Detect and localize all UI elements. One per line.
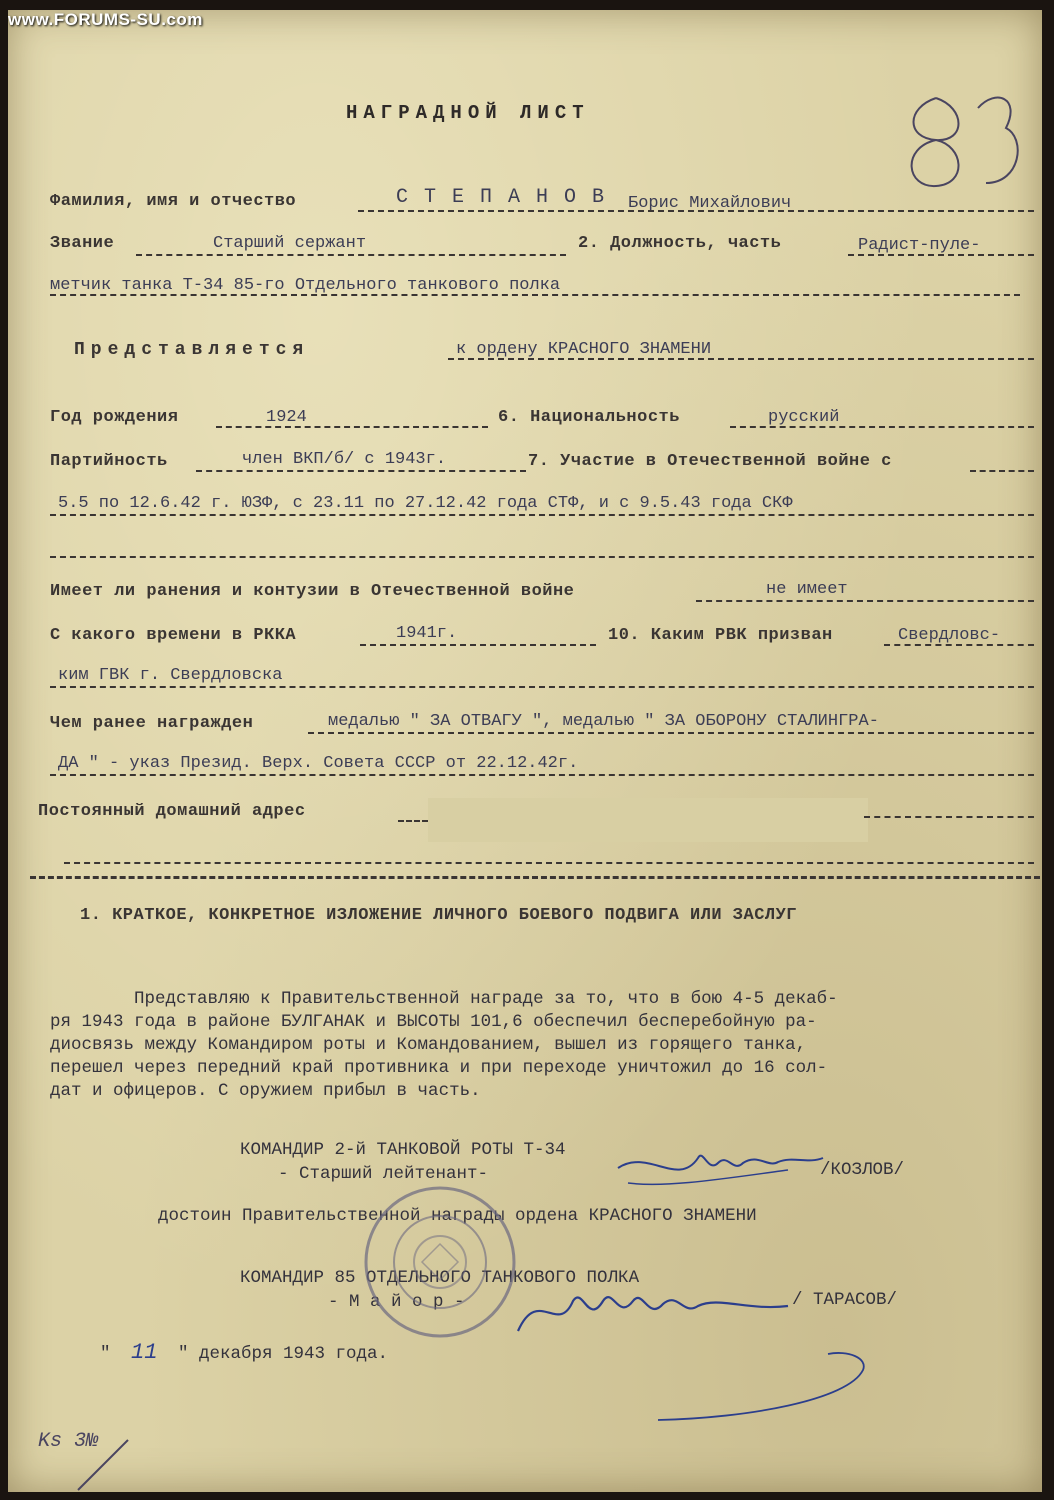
name-field [50, 192, 296, 211]
rank-value: Старший сержант [213, 234, 367, 253]
address-underline-left [398, 820, 428, 822]
date-day: 11 [131, 1340, 158, 1365]
draft-underline-2 [50, 686, 1034, 688]
nationality-value: русский [768, 408, 840, 427]
prev-awards-underline-1 [308, 732, 1034, 734]
address-underline-right [864, 816, 1034, 818]
position-underline-1 [848, 254, 1034, 256]
name-label: Фамилия, имя и отчество [50, 192, 297, 211]
corner-check-mark [38, 1430, 148, 1500]
since-label: С какого времени в РККА [50, 626, 297, 645]
rank-underline [136, 254, 566, 256]
regiment-stamp [360, 1182, 520, 1342]
since-value: 1941г. [396, 624, 458, 643]
birth-value: 1924 [266, 408, 307, 427]
prev-awards-value-line1: медалью " ЗА ОТВАГУ ", медалью " ЗА ОБОРОНУ СТАЛИНГРА- [328, 712, 879, 731]
rank-label: Звание [50, 234, 115, 253]
presented-label: Представляется [74, 340, 310, 360]
narrative-line: дат и офицеров. С оружием прибыл в часть. [50, 1081, 481, 1101]
name-underline [358, 210, 1034, 212]
position-underline-2 [50, 294, 1020, 296]
document-sheet [8, 10, 1042, 1492]
position-value-line2: метчик танка Т-34 85-го Отдельного танкового полка [50, 276, 561, 295]
nationality-underline [730, 426, 1034, 428]
party-value: член ВКП/б/ с 1943г. [242, 450, 447, 469]
surname-value: С Т Е П А Н О В [396, 186, 607, 209]
war-value: 5.5 по 12.6.42 г. ЮЗФ, с 23.11 по 27.12.42 года СТФ, и с 9.5.43 года СКФ [58, 494, 793, 513]
document-title: НАГРАДНОЙ ЛИСТ [346, 102, 590, 124]
commander1-signature [608, 1128, 838, 1198]
handwritten-corner-note: Ks 3№ [38, 1430, 99, 1453]
handwritten-sheet-number [896, 68, 1036, 213]
recommendation-text: достоин Правительственной награды ордена КРАСНОГО ЗНАМЕНИ [158, 1206, 757, 1226]
given-names-value: Борис Михайлович [628, 194, 792, 213]
draft-value-line2: ким ГВК г. Свердловска [58, 666, 283, 685]
commander1-rank: - Старший лейтенант- [278, 1164, 489, 1184]
presented-underline [448, 358, 1034, 360]
redacted-address [428, 798, 868, 842]
birth-underline [216, 426, 488, 428]
date-quote-open: " [100, 1344, 111, 1364]
blank-underline [50, 556, 1034, 558]
nationality-label: 6. Национальность [498, 408, 680, 427]
party-underline [196, 470, 526, 472]
position-value-line1: Радист-пуле- [858, 236, 981, 255]
address-underline-2 [64, 862, 1034, 864]
narrative-text [50, 988, 1040, 1103]
war-underline-2 [50, 514, 1034, 516]
wounds-value: не имеет [766, 580, 848, 599]
commander2-title: КОМАНДИР 85 ОТДЕЛЬНОГО ТАНКОВОГО ПОЛКА [240, 1268, 640, 1288]
address-label: Постоянный домашний адрес [38, 802, 306, 821]
signature-flourish [648, 1340, 878, 1430]
section-divider [30, 876, 1040, 879]
rank-field [50, 234, 114, 253]
draft-value-line1: Свердловс- [898, 626, 1001, 645]
narrative-line: диосвязь между Командиром роты и Командованием, вышел из горящего танка, [50, 1035, 807, 1055]
date-rest: " декабря 1943 года. [177, 1344, 388, 1364]
commander2-rank: - М а й о р - [328, 1292, 465, 1312]
presented-value: к ордену КРАСНОГО ЗНАМЕНИ [456, 340, 712, 359]
prev-awards-value-line2: ДА " - указ Презид. Верх. Совета СССР от 22.12.42г. [58, 754, 579, 773]
war-label: 7. Участие в Отечественной войне с [528, 452, 892, 471]
commander2-name: / ТАРАСОВ/ [792, 1290, 898, 1310]
commander2-signature [508, 1276, 808, 1346]
narrative-line: ря 1943 года в районе БУЛГАНАК и ВЫСОТЫ 101,6 обеспечил бесперебойную ра- [50, 1012, 817, 1032]
prev-awards-underline-2 [50, 774, 1034, 776]
draft-underline-1 [884, 644, 1034, 646]
narrative-line: перешел через передний край противника и при переходе уничтожил до 16 сол- [50, 1058, 828, 1078]
since-underline [360, 644, 596, 646]
site-watermark: www.FORUMS-SU.com [8, 10, 203, 29]
birth-label: Год рождения [50, 408, 179, 427]
wounds-label: Имеет ли ранения и контузии в Отечественной войне [50, 582, 575, 601]
wounds-underline [696, 600, 1034, 602]
party-label: Партийность [50, 452, 168, 471]
narrative-line: Представляю к Правительственной награде за то, что в бою 4-5 декаб- [50, 989, 838, 1009]
commander1-name: /КОЗЛОВ/ [820, 1160, 905, 1180]
draft-label: 10. Каким РВК призван [608, 626, 833, 645]
war-underline-1 [970, 470, 1034, 472]
prev-awards-label: Чем ранее награжден [50, 714, 254, 733]
section-heading: 1. КРАТКОЕ, КОНКРЕТНОЕ ИЗЛОЖЕНИЕ ЛИЧНОГО БОЕВОГО ПОДВИГА ИЛИ ЗАСЛУГ [80, 906, 798, 925]
position-label: 2. Должность, часть [578, 234, 782, 253]
commander1-title: КОМАНДИР 2-й ТАНКОВОЙ РОТЫ Т-34 [240, 1140, 566, 1160]
signing-date [100, 1340, 388, 1365]
